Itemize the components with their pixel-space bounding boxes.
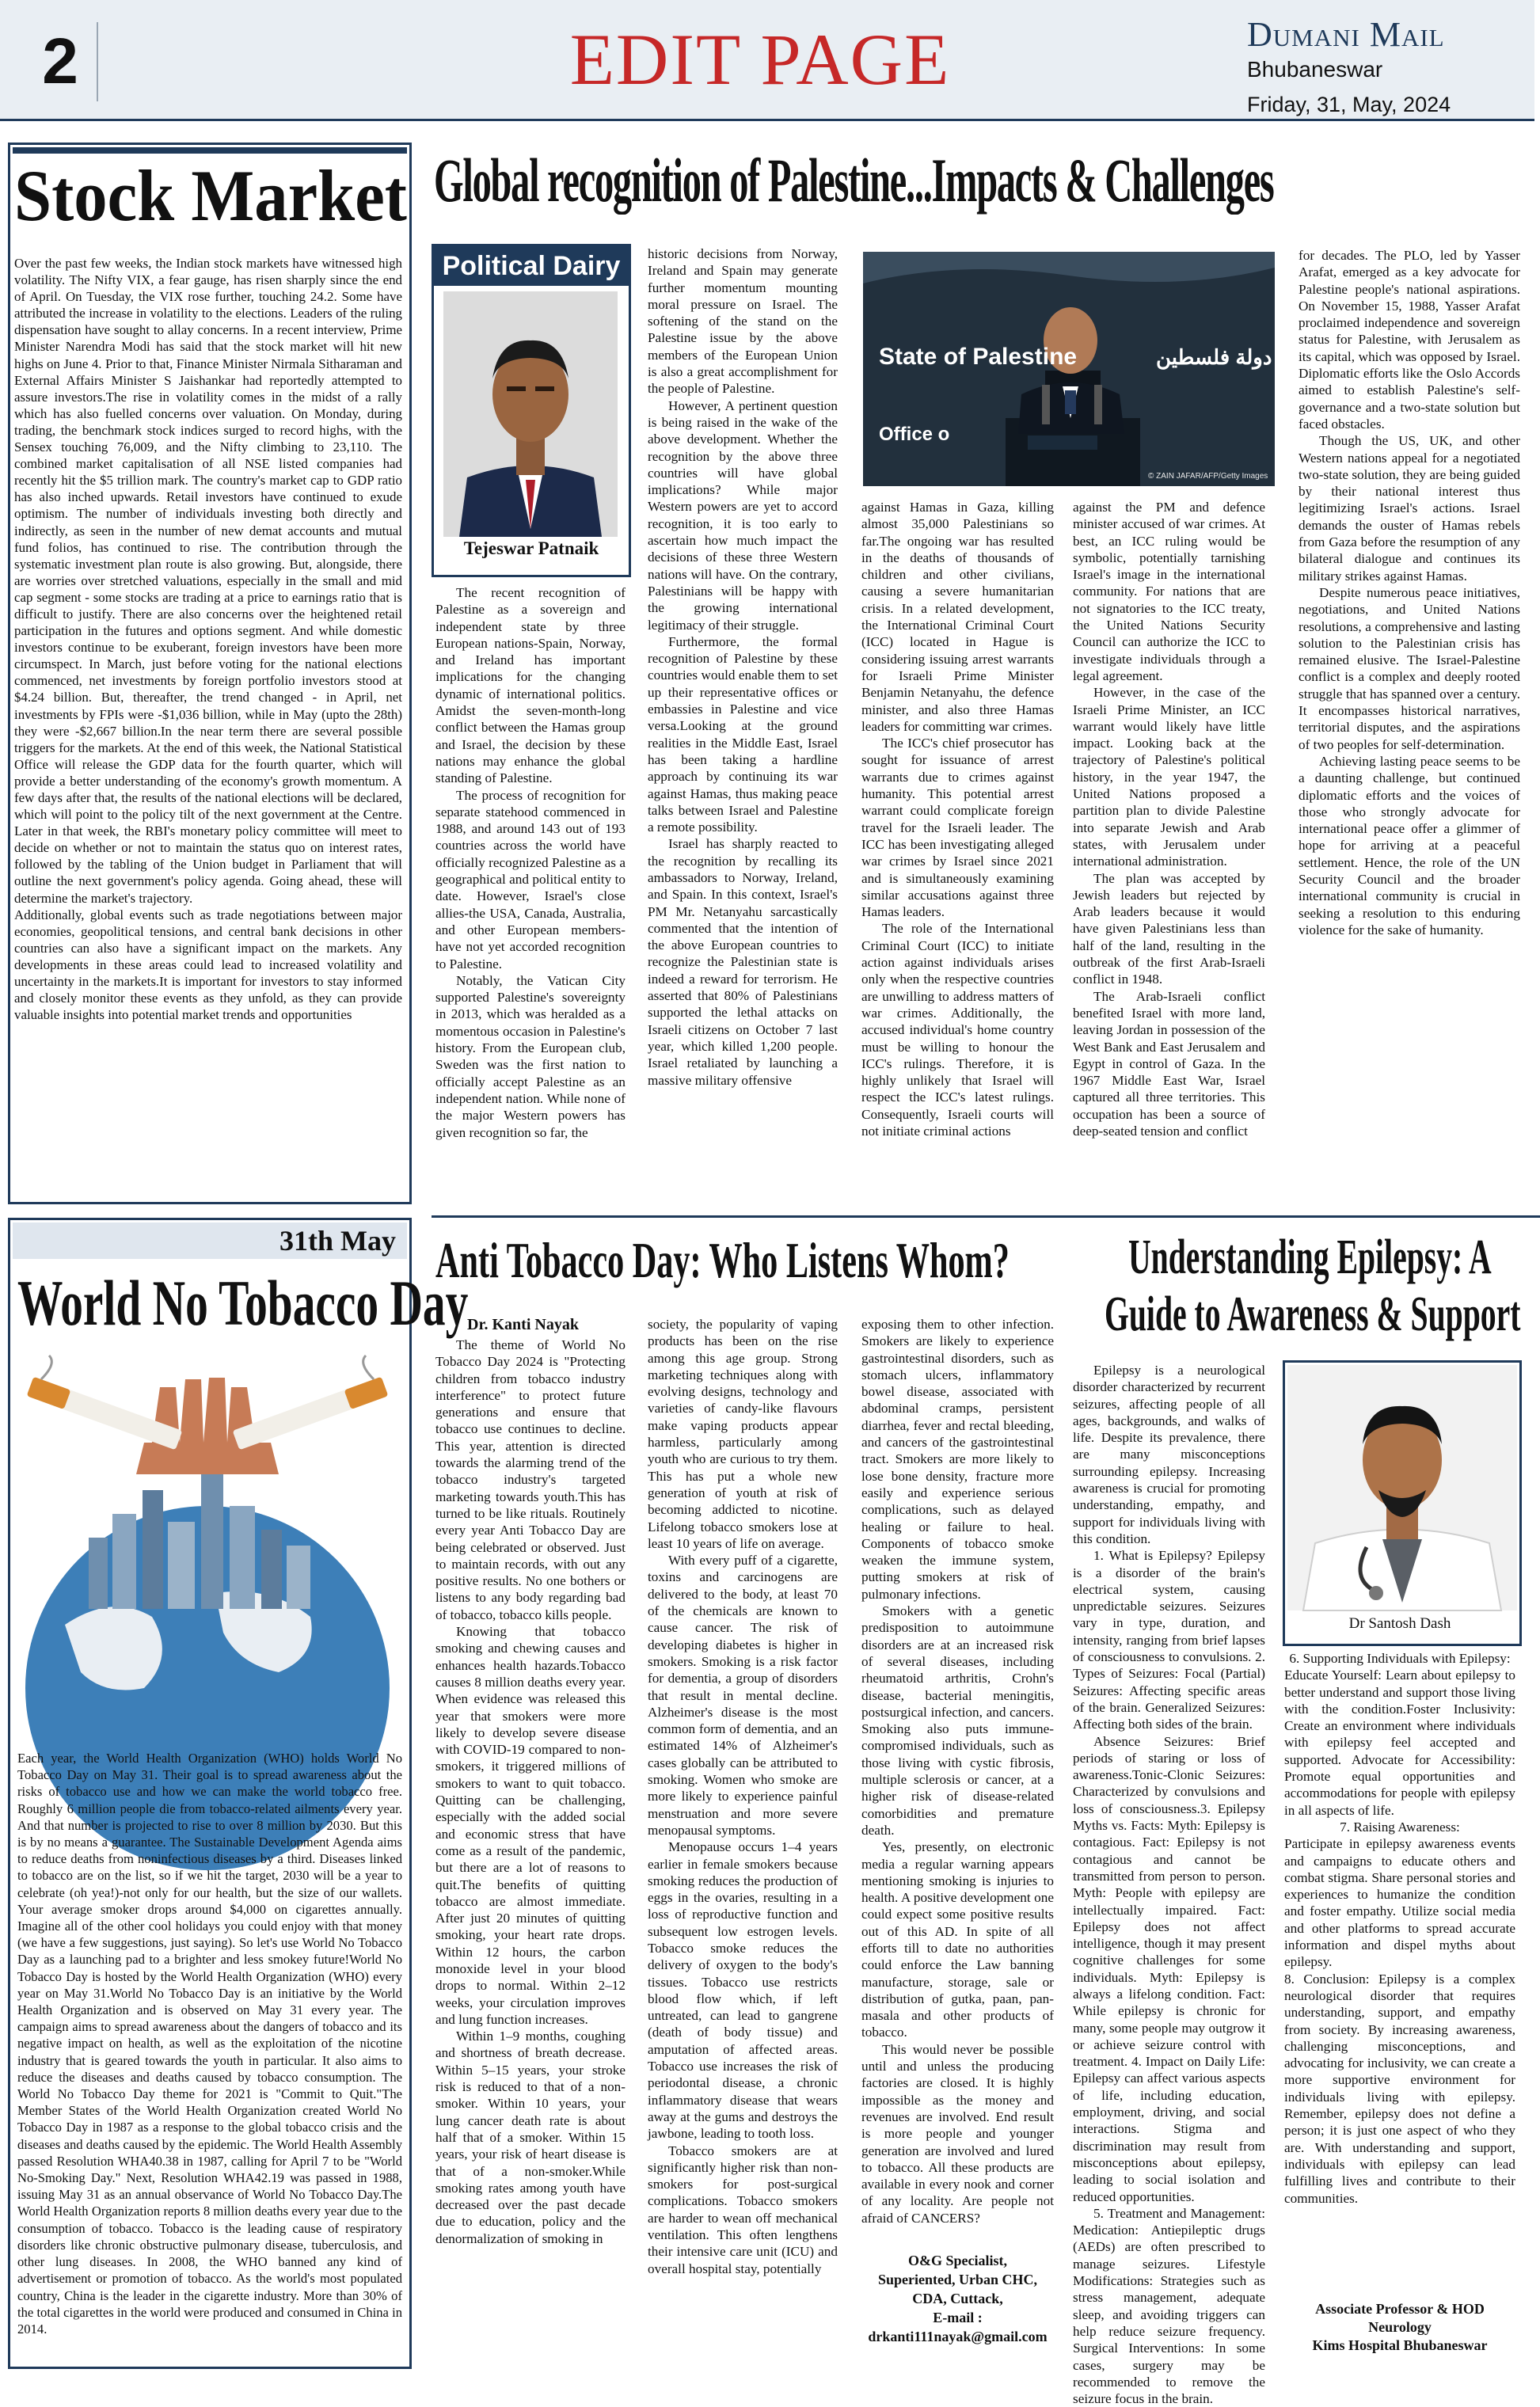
political-dairy-tag: Political Dairy <box>434 246 629 286</box>
palestine-col1-p2: The process of recognition for separate statehood commenced in 1988, and around 143 out of 193 countries across the world have officially recognized Palestine as a geographical and political entity to date. However, Israel's close allies-the USA, Canada, Australia, and other European members-have not yet accorded recognition to Palestine. <box>435 787 626 972</box>
tejeswar-photo <box>443 291 618 537</box>
anti-tobacco-col2-p3: Menopause occurs 1–4 years earlier in female smokers because smoking reduces the production of eggs in the ovaries, resulting in a loss of reproductive function and subsequent low estrogen levels. Tobacco smoke reduces the delivery of oxygen to the body's tissues. Tobacco use restricts blood flow which, if left untreated, can lead to gangrene (death of body tissue) and amputation of affected areas. Tobacco use increases the risk of periodontal disease, a chronic inflammatory disease that wears away at the gums and destroys the jawbone, leading to tooth loss. <box>648 1839 838 2142</box>
palestine-col3-p3: The role of the International Criminal Court (ICC) to initiate action against individuals arises only when the respective countries are unwilling to address matters of war crimes. Additionally, the accused individual's home country must be willing to honour the ICC's rulings. Therefore, it is highly unlikely that Israel will respect the ICC's latest rulings. Consequently, Israeli courts will not initiate criminal actions <box>861 921 1054 1139</box>
palestine-col-5 <box>1299 247 1520 1210</box>
anti-tobacco-col-2 <box>648 1316 838 2366</box>
anti-tobacco-col2-p1: society, the popularity of vaping products has been on the rise among this age group. Strong marketing techniques along with evolving designs, technology and varieties of candy-like flavours make vaping products appear harmless, particularly among youth who are curious to try them. This has put a whole new generation of youth at risk of becoming addicted to nicotine. Lifelong tobacco smokers lose at least 10 years of life on average. <box>648 1317 838 1551</box>
epilepsy-col1-p4: 5. Treatment and Management: Medication: Antiepileptic drugs (AEDs) are often prescribed to manage seizures. Lifestyle Modifications: Strategies such as stress management, adequate sleep, and avoiding triggers can help reduce seizure frequency. Surgical Interventions: In some cases, surgery may be recommended to remove the seizure focus in the brain. <box>1073 2205 1265 2407</box>
page-number-box <box>24 22 98 101</box>
palestine-col4-p4: The Arab-Israeli conflict benefited Israel with more land, leaving Jordan in possession of the West Bank and East Jerusalem and Egypt in control of Gaza. In the 1967 Middle East War, Israel captured all three territories. This occupation has been a source of deep-seated tension and conflict <box>1073 988 1265 1139</box>
anti-tobacco-col1-p1: The theme of World No Tobacco Day 2024 is "Protecting children from tobacco industry interference" to protect future generations and ensure that tobacco use continues to decline. This year, attention is directed towards the alarming trend of the tobacco industry's targeted marketing towards youth.This has turned to be like rituals. Routinely every year Anti Tobacco Day are being celebrated or observed. Just to maintain records, with out any positive results. No one bothers or listens to any body regarding bad of tobacco, tobacco kills people. <box>435 1337 626 1622</box>
stock-market-para-2: Additionally, global events such as trade negotiations between major economies, geopolitical tensions, and central bank decisions in other countries can also have a significant impact on the markets. Any developments in these areas could lead to increased volatility and uncertainty in the markets.It is important for investors to stay informed and closely monitor these events as they unfold, as they can provide valuable insights into potential market trends and opportunities <box>14 907 402 1023</box>
anti-tobacco-col2-p4: Tobacco smokers are at significantly higher risk than non-smokers for post-surgical complications. Tobacco smokers are harder to wean off mechanical ventilation. This often lengthens their intensive care unit (ICU) and overall hospital stay, potentially <box>648 2143 838 2276</box>
palestine-col3-p1: against Hamas in Gaza, killing almost 35,000 Palestinians so far.The ongoing war has resulted in the deaths of thousands of children and other civilians, causing a severe humanitarian crisis. In a related development, the International Criminal Court (ICC) located in Hague is considering issuing arrest warrants for Israeli Prime Minister Benjamin Netanyahu, the defence minister, and also three Hamas leaders for committing war crimes. <box>861 500 1054 734</box>
anti-tobacco-col3-p2: Smokers with a genetic predisposition to autoimmune disorders are at an increased risk of several diseases, including rheumatoid arthritis, Crohn's disease, bacterial meningitis, postsurgical infection, and cancers. Smoking also puts immune-compromised individuals, such as those living with cystic fibrosis, multiple sclerosis or cancer, at a higher risk of disease-related comorbidities and premature death. <box>861 1603 1054 1838</box>
issue-date: Friday, 31, May, 2024 <box>1247 93 1451 116</box>
palestine-col5-p3: Despite numerous peace initiatives, negotiations, and United Nations resolutions, a comprehensive and lasting solution to the Palestinian crisis has remained elusive. The Israel-Palestine conflict is a complex and deeply rooted struggle that has spanned over a century. It encompasses historical narratives, territorial disputes, and the aspirations of two peoples for self-determination. <box>1299 584 1520 752</box>
palestine-col-1 <box>435 584 626 1210</box>
anti-tobacco-col1-p2: Knowing that tobacco smoking and chewing causes and enhances health hazards.Tobacco causes 8 million deaths every year. When evidence was released this year that smokers were more likely to develop severe disease with COVID-19 compared to non-smokers, it triggered millions of smokers to want to quit tobacco. Quitting can be challenging, especially with the added social and economic stress that have come as a result of the pandemic, but there are a lot of reasons to quit.The benefits of quitting tobacco are almost immediate. After just 20 minutes of quitting smoking, your heart rate drops. Within 12 hours, the carbon monoxide level in your blood drops to normal. Within 2–12 weeks, your circulation improves and lung function increases. <box>435 1624 626 2027</box>
epilepsy-col2-p2: Participate in epilepsy awareness events and campaigns to educate others and combat stigma. Share personal stories and experiences to humanize the condition and foster empathy. Utilize social media and other platforms to spread accurate information and dispel myths about epilepsy. <box>1284 1836 1515 1970</box>
epilepsy-col2-h7: 7. Raising Awareness: <box>1340 1819 1460 1835</box>
anti-tobacco-col-1 <box>435 1337 626 2366</box>
tobacco-illustration <box>17 1356 397 1743</box>
anti-tobacco-col3-p4: This would never be possible until and unless the producing factories are closed. It is highly impossible as the money and revenues are involved. End result is more people and younger generation are involved and lured to tobacco. All these products are available in every nook and corner of any locality. Are people not afraid of CANCERS? <box>861 2041 1054 2226</box>
epilepsy-col2-p1: Educate Yourself: Learn about epilepsy to better understand and support those living with the condition.Foster Inclusivity: Create an environment where individuals with epilepsy feel accepted and supported. Advocate for Accessibility: Promote equal opportunities and accommodations for people with epilepsy in all aspects of life. <box>1284 1667 1515 1818</box>
palestine-col5-p1: for decades. The PLO, led by Yasser Arafat, emerged as a key advocate for Palestine people's national aspirations. On November 15, 1988, Yasser Arafat proclaimed independence and sovereign status for Palestine, with Jerusalem as its capital, which was opposed by Israel. Diplomatic efforts like the Oslo Accords aimed to establish Palestine's self-governance and a two-state solution but faced obstacles. <box>1299 248 1520 432</box>
signature-line: E-mail : <box>933 2310 983 2325</box>
signature-line: CDA, Cuttack, <box>912 2291 1003 2306</box>
tejeswar-caption: Tejeswar Patnaik <box>463 538 599 558</box>
anti-tobacco-author: Dr. Kanti Nayak <box>467 1316 579 1333</box>
signature-line: Neurology <box>1368 2319 1432 2335</box>
brand-city: Bhubaneswar <box>1247 57 1383 82</box>
epilepsy-signature <box>1284 2300 1515 2355</box>
palestine-col-3 <box>861 499 1054 1210</box>
palestine-col3-p2: The ICC's chief prosecutor has sought for issuance of arrest warrants due to crimes against humanity. This potential arrest warrant could complicate foreign travel for the Israeli leader. The ICC has been investigating alleged war crimes by Israel since 2021 and is simultaneously examining similar accusations against three Hamas leaders. <box>861 736 1054 920</box>
palestine-col-4 <box>1073 499 1265 1210</box>
podium-sign-arabic: دولة فلسطين <box>1156 345 1272 369</box>
palestine-col2-p4: Israel has sharply reacted to the recognition by recalling its ambassadors to Norway, Ireland, and Spain. In this context, Israel's PM Mr. Netanyahu sarcastically commented that the intention of the above European countries to recognize the Palestinian state is indeed a reward for terrorism. He asserted that 80% of Palestinians supported the lethal attacks on Israeli citizens on October 7 last year, which killed 1,200 people. Israel retaliated by launching a massive military offensive <box>648 836 838 1088</box>
brand-name: Dumani Mail <box>1247 15 1445 54</box>
tobacco-day-body <box>17 1750 402 2359</box>
palestine-col1-p3: Notably, the Vatican City supported Palestine's sovereignty in 2013, which was heralded as a momentous occasion in Palestine's history. From the European club, Sweden was the first nation to officially accept Palestine as an independent nation. While none of the major Western powers has given recognition so far, the <box>435 972 626 1140</box>
anti-tobacco-col1-p3: Within 1–9 months, coughing and shortness of breath decrease. Within 5–15 years, your stroke risk is reduced to that of a non-smoker. Within 10 years, your lung cancer death rate is about half that of a smoker. Within 15 years, your risk of heart disease is that of a non-smoker.While smoking rates among youth have decreased over the past decade due to education, policy and the denormalization of smoking in <box>435 2029 626 2246</box>
anti-tobacco-headline: Anti Tobacco Day: Who Listens Whom? <box>435 1232 1010 1288</box>
tobacco-day-para: Each year, the World Health Organization (WHO) holds World No Tobacco Day on May 31. Their goal is to spread awareness about the risks of tobacco use and how we can make the world tobacco free. Roughly 6 million people die from tobacco-related ailments every year. And that number is projected to rise to over 8 million by 2030. But this is by no means a guarantee. The Sustainable Development Agenda aims to reduce deaths from noninfectious diseases by a third. Diseases linked to tobacco are on the list, so if we hit the target, 2030 will be a year to celebrate (oh yea!)-not only for our health, but the size of our wallets. Your average smoker drops around $4,000 on cigarettes annually. Imagine all of the other cool holidays you could enjoy with that money (we have a few suggestions, just saying). So let's use World No Tobacco Day as a launching pad to a brighter and less smokey future!World No Tobacco Day is hosted by the World Health Organization (WHO) every year on May 31.World No Tobacco Day is an initiative by the World Health Organization and is observed on May 31 every year. The campaign aims to spread awareness about the dangers of tobacco and its negative impact on health, as well as the exploitation of the nicotine industry that is geared towards the youth in particular. It also aims to reduce the diseases and deaths caused by tobacco consumption. The World No Tobacco Day theme for 2021 is "Commit to Quit."The Member States of the World Health Organization created World No Tobacco Day in 1987 as a response to the global tobacco crisis and the diseases and deaths caused by the epidemic. The World Health Assembly passed Resolution WHA40.38 in 1987, calling for April 7 to be "World No-Smoking Day." Next, Resolution WHA42.19 was passed in 1988, issuing May 31 as an annual observance of World No Tobacco Day.The World Health Organization reports 8 million deaths every year due to the consumption of tobacco. Tobacco is the leading cause of respiratory disorders like chronic obstructive pulmonary disease, tuberculosis, and other lung diseases. In 2008, the WHO banned any kind of advertisement or promotion of tobacco. As the world's most populated country, China is the leader in the cigarette industry. More than 30% of the total cigarettes in the world were produced and consumed in China in 2014. <box>17 1751 402 2337</box>
stock-market-headline: Stock Market <box>14 155 407 236</box>
section-title: EDIT PAGE <box>569 19 951 100</box>
palestine-col-2 <box>648 245 838 1210</box>
signature-line: Kims Hospital Bhubaneswar <box>1312 2337 1488 2353</box>
tobacco-day-headline: World No Tobacco Day <box>17 1267 469 1339</box>
anti-tobacco-top-rule <box>432 1215 1540 1218</box>
palestine-col4-p1: against the PM and defence minister accused of war crimes. At best, an ICC ruling would be symbolic, potentially tarnishing Israel's image in the international community. For nations that are not signatories to the ICC treaty, the United Nations Security Council can authorize the ICC to investigate individuals through a legal agreement. <box>1073 500 1265 683</box>
santosh-photo <box>1287 1365 1517 1610</box>
epilepsy-col1-p2: 1. What is Epilepsy? Epilepsy is a disorder of the brain's electrical system, causing unpredictable seizures. Seizures vary in type, duration, and intensity, ranging from brief lapses of consciousness to convulsions. 2. Types of Seizures: Focal (Partial) Seizures: Affecting specific areas of the brain. Generalized Seizures: Affecting both sides of the brain. <box>1073 1548 1265 1732</box>
podium-sign-text: State of Palestine <box>879 344 1078 370</box>
epilepsy-col-2 <box>1284 1650 1515 2268</box>
epilepsy-col2-p3: 8. Conclusion: Epilepsy is a complex neurological disorder that requires understanding, support, and empathy from society. By increasing awareness, challenging misconceptions, and advocating for inclusivity, we can create a more supportive environment for individuals living with epilepsy. Remember, epilepsy does not define a person; it is just one aspect of who they are. With understanding and support, individuals with epilepsy can lead fulfilling lives and contribute to their communities. <box>1284 1971 1515 2206</box>
palestine-col4-p3: The plan was accepted by Jewish leaders but rejected by Arab leaders because it would have given Palestinians less than half of the land, resulting in the outbreak of the first Arab-Israeli conflict in 1948. <box>1073 870 1265 987</box>
signature-email[interactable]: drkanti111nayak@gmail.com <box>868 2329 1048 2344</box>
epilepsy-col1-p1: Epilepsy is a neurological disorder characterized by recurrent seizures, affecting people of all ages, backgrounds, and walks of life. Despite its prevalence, there are many misconceptions surrounding epilepsy. Increasing awareness is crucial for promoting understanding, empathy, and support for individuals living with this condition. <box>1073 1363 1265 1546</box>
anti-tobacco-col-3 <box>861 1316 1054 2230</box>
palestine-col5-p2: Though the US, UK, and other Western nations appeal for a negotiated two-state solution, they are being guided by their national interest thus legitimizing Israel's actions. Israel demands the ouster of Hamas rebels from Gaza before the resumption of any bilateral dialogue and continues its military strikes against Hamas. <box>1299 433 1520 584</box>
palestine-col2-p2: However, A pertinent question is being raised in the wake of the above development. Whether the recognition by the above three countries will have global implications? While major Western powers are yet to accord recognition, it is too early to ascertain how much impact the decisions of these three Western nations will have. On the contrary, Palestinians will be happy with the growing international legitimacy of their struggle. <box>648 397 838 633</box>
office-sign-text: Office o <box>879 424 950 445</box>
page-number: 2 <box>42 25 78 97</box>
anti-tobacco-col3-p3: Yes, presently, on electronic media a regular warning appears mentioning smoking is injuries to health. A positive development one could expect some positive results out of this AD. In spite of all efforts till to date no authorities could enforce the Law banning manufacture, storage, sale or distribution of gutka, paan, pan-masala and other products of tobacco. <box>861 1839 1054 2040</box>
palestine-headline: Global recognition of Palestine...Impacts & Challenges <box>434 146 1274 215</box>
palestine-col4-p2: However, in the case of the Israeli Prime Minister, an ICC warrant would likely have little impact. Looking back at the trajectory of Palestine's political history, in the year 1947, the United Nations proposed a partition plan to divide Palestine into separate Jewish and Arab states, with Jerusalem under international administration. <box>1073 685 1265 869</box>
epilepsy-headline-line-1: Understanding Epilepsy: A <box>1128 1230 1492 1284</box>
tobacco-day-date: 31th May <box>279 1225 396 1257</box>
brand-block <box>1247 14 1516 120</box>
palestine-col1-p1: The recent recognition of Palestine as a sovereign and independent state by three European nations-Spain, Norway, and Ireland has important implications for the changing dynamic of international politics. Amidst the seven-month-long conflict between the Hamas group and Israel, the decision by these nations may enhance the global standing of Palestine. <box>435 585 626 786</box>
anti-tobacco-col2-p2: With every puff of a cigarette, toxins and carcinogens are delivered to the body, at least 70 of the chemicals are known to cause cancer. The risk of developing diabetes is higher in smokers. Smoking is a risk factor for dementia, a group of disorders that result in mental decline. Alzheimer's disease is the most common form of dementia, and an estimated 14% of Alzheimer's cases globally can be attributed to smoking. Women who smoke are more likely to experience painful menstruation and more severe menopausal symptoms. <box>648 1553 838 1838</box>
stock-market-para-1: Over the past few weeks, the Indian stock markets have witnessed high volatility. The Nifty VIX, a fear gauge, has risen sharply since the end of April. On Tuesday, the VIX rose further, touching 24.2. Some have attributed the increase in volatility to the elections. Leaders of the ruling dispensation have sought to allay concerns. In a recent interview, Prime Minister Narendra Modi has said that the stock market will hit new highs on June 4. Prior to that, Finance Minister Nirmala Sitharaman and External Affairs Minister S Jaishankar had reportedly attempted to assure investors.The rise in volatility comes in the midst of a rally which has also fuelled concerns over valuation. On Monday, during trading, the benchmark stock indices surged to record highs, with the Sensex touching 76,009, and the Nifty climbing to 23,110. The combined market capitalisation of all NSE listed companies had recently hit the $5 trillion mark. The country's market cap to GDP ratio has also inched upwards. Retail investors have continued to exude optimism. The number of individuals investing both directly and indirectly, as seen in the number of new demat accounts and mutual fund folios, has continued to rise. The contribution through the systematic investment plan route is also growing. But, alongside, there are worries over stretched valuations, especially in the small and mid cap segment - some stocks are trading at a price to earnings ratio that is difficult to justify. There are also concerns over the heightened retail participation in the futures and options segment. And while domestic investors continue to be exuberant, foreign investors have been more circumspect. In March, just before voting for the national elections commenced, net investments by foreign portfolio investors stood at $4.24 billion. But, thereafter, the trend changed - in April, net investments by FPIs were -$1,036 billion, while in May (upto the 28th) they were -$2,667 billion.In the near term there are several possible triggers for the markets. At the end of this week, the National Statistical Office will release the GDP data for the fourth quarter, which will provide a better understanding of the economy's growth momentum. A few days after that, the results of the national elections will be declared, which will point to the policy tilt of the next government at the Centre. Later in that week, the RBI's monetary policy committee will meet to decide on whether or not to maintain the status quo on interest rates, followed by the tabling of the Union budget in Parliament that will outline the next government's policy agenda. Going ahead, these will determine the market's trajectory. <box>14 256 402 906</box>
santosh-caption: Dr Santosh Dash <box>1348 1615 1451 1632</box>
photo-credit: © ZAIN JAFAR/AFP/Getty Images <box>1148 472 1268 481</box>
press-conference-photo <box>863 252 1275 486</box>
palestine-col2-p3: Furthermore, the formal recognition of Palestine by these countries would enable them to set up their representative offices or embassies in Palestine and vice versa.Looking at the ground realities in the Middle East, Israel has been taking a hardline approach by continuing its war against Hamas, thus making peace talks between Israel and Palestine a remote possibility. <box>648 633 838 835</box>
signature-line: O&G Specialist, <box>908 2253 1007 2268</box>
signature-line: Superiented, Urban CHC, <box>877 2272 1037 2287</box>
anti-tobacco-col3-p1: exposing them to other infection. Smokers are likely to experience gastrointestinal disorders, such as stomach ulcers, inflammatory bowel disease, associated with abdominal cramps, persistent diarrhea, fever and rectal bleeding, and cancers of the gastrointestinal tract. Smokers are more likely to lose bone density, fracture more easily and experience serious complications, such as delayed healing or failure to heal. Components of tobacco smoke weaken the immune system, putting smokers at risk of pulmonary infections. <box>861 1317 1054 1602</box>
epilepsy-col2-h6: 6. Supporting Individuals with Epilepsy: <box>1289 1651 1511 1666</box>
palestine-col5-p4: Achieving lasting peace seems to be a daunting challenge, but continued diplomatic efforts and the voices of those who strongly advocate for international peace offer a glimmer of hope for arriving at a peaceful settlement. Hence, the role of the UN Security Council and the broader international community is crucial in seeking a resolution to this enduring violence for the sake of humanity. <box>1299 753 1520 937</box>
epilepsy-headline-line-2: Guide to Awareness & Support <box>1105 1287 1521 1341</box>
stock-market-body <box>14 255 402 1193</box>
epilepsy-col1-p3: Absence Seizures: Brief periods of staring or loss of awareness.Tonic-Clonic Seizures: Characterized by convulsions and loss of consciousness.3. Epilepsy Myths vs. Facts: Myth: Epilepsy is contagious. Fact: Epilepsy is not contagious and cannot be transmitted from person to person. Myth: People with epilepsy are intellectually impaired. Fact: Epilepsy does not affect intelligence, though it may present cognitive challenges for some individuals. Myth: Epilepsy is always a lifelong condition. Fact: While epilepsy is chronic for many, some people may outgrow it or achieve seizure control with treatment. 4. Impact on Daily Life: Epilepsy can affect various aspects of life, including education, employment, driving, and social interactions. Stigma and discrimination may result from misconceptions about epilepsy, leading to social isolation and reduced opportunities. <box>1073 1733 1265 2204</box>
palestine-col2-p1: historic decisions from Norway, Ireland and Spain may generate further momentum mounting moral pressure on Israel. The softening of the stand on the Palestine issue by the above members of the European Union is also a great accomplishment for the people of Palestine. <box>648 246 838 397</box>
epilepsy-col-1 <box>1073 1362 1265 2407</box>
anti-tobacco-signature <box>861 2251 1054 2346</box>
signature-line: Associate Professor & HOD <box>1315 2301 1485 2317</box>
